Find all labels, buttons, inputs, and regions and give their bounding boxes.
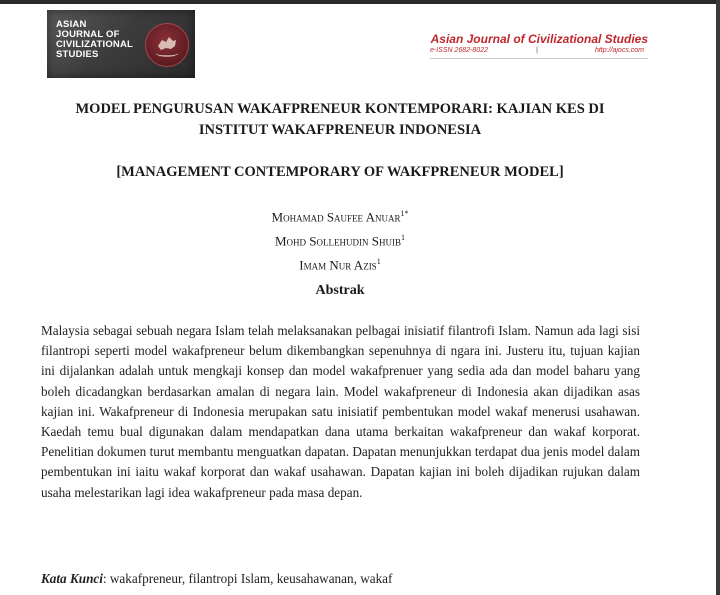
journal-logo [47,10,195,78]
abstract-heading: Abstrak [315,283,365,298]
meta-separator: | [536,47,538,54]
author: Mohamad Saufee Anuar$^{1*}$ [271,209,409,225]
paper-title: MODEL PENGURUSAN WAKAFPRENEUR KONTEMPORARI: KAJIAN KES DI INSTITUT WAKAFPRENEUR INDONESIA [75,101,605,138]
top-edge [0,0,720,4]
english-title: [MANAGEMENT CONTEMPORARY OF WAKFPRENEUR MODEL] [116,164,564,180]
journal-url[interactable]: http://ajocs.com [594,47,644,54]
logo-seal-icon [145,23,189,67]
keywords [41,569,641,589]
issn: e-ISSN 2682-8022 [430,47,488,54]
author: Mohd Sollehudin Shuib$^1$ [274,232,405,249]
author: Imam Nur Azis$^1$ [299,256,381,272]
journal-name: Asian Journal of Civilizational Studies [430,32,648,46]
abstract-body: Malaysia sebagai sebuah negara Islam telah melaksanakan pelbagai inisiatif filantrofi Islam. Namun ada lagi sisi filantropi seperti model wakafpreneur belum dikembangkan sepenuhnya di ngara ini. Justeru itu, tujuan kajian ini dijalankan adalah untuk mengkaji konsep dan model wakafprenuer yang sedia ada dan model baharu yang boleh dicadangkan berdasarkan amalan di negara lain. Model wakafpreneur di Indonesia akan dijadikan asas kajian ini. Wakafpreneur di Indonesia merupakan satu inisiatif pembentukan model wakaf menerusi usahawan. Kaedah temu bual digunakan dalam mendapatkan dana utama berkaitan wakafpreneur dan wakaf korporat. Penelitian dokumen turut membantu menguatkan dapatan. Dapatan menunjukkan terdapat dua jenis model dalam pembentukan ini iaitu wakaf korporat dan wakaf usahawan. Dapatan kajian ini boleh dijadikan rujukan dalam usaha melestarikan lagi idea wakafpreneur pada masa depan. [41,323,640,500]
header-rule [430,58,648,59]
keywords-text: : wakafpreneur, filantropi Islam, keusahawanan, wakaf [102,571,393,586]
right-edge [716,0,720,595]
logo-text: ASIAN JOURNAL OF CIVILIZATIONAL STUDIES [56,19,134,60]
author-list [40,204,640,275]
keywords-label: Kata Kunci [41,571,103,586]
